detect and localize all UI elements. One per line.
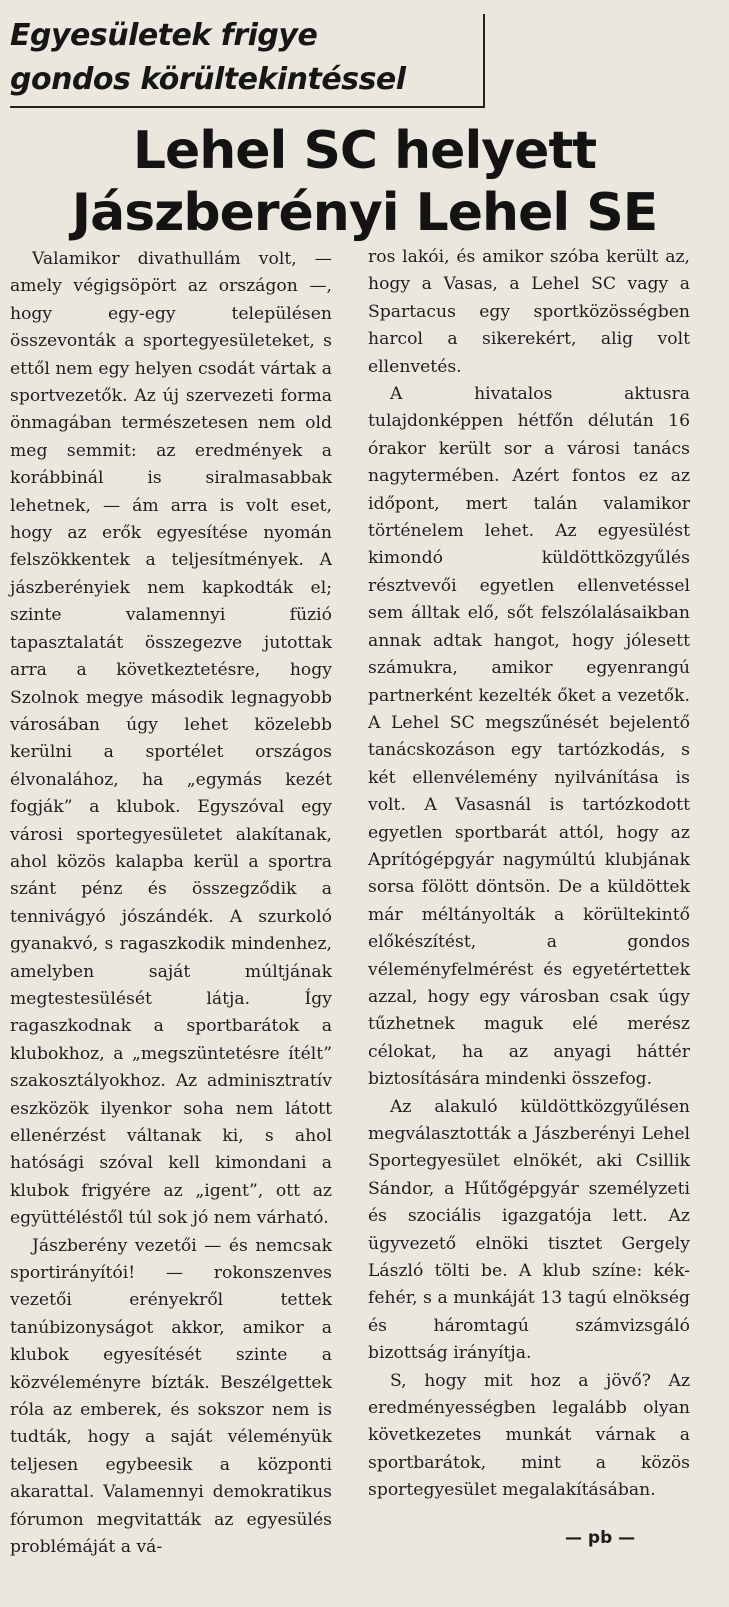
paragraph: Az alakuló küldöttközgyűlésen megválasztották a Jászberényi Lehel Sportegyesület elnökét, aki Csillik Sándor, a Hűtőgépgyár személyzeti és szociális igazgatója lett. Az ügyvezető elnöki tisztet Gergely László tölti be. A klub színe: kék-fehér, s a munkáját 13 tagú elnökség és háromtagú számvizsgáló bizottság irányítja. xyxy=(368,1096,690,1364)
paragraph: S, hogy mit hoz a jövő? Az eredményességben legalább olyan következetes munkát várnak a sportbarátok, mint a közös sportegyesület megalakításában. xyxy=(368,1370,690,1501)
paragraph: Jászberény vezetői — és nemcsak sportirányítói! — rokonszenves vezetői erényekről tettek tanúbizonyságot akkor, amikor a klubok egyesítését szinte a közvéleményre bízták. Beszélgettek róla az emberek, és sokszor nem is tudták, hogy a saját véleményük teljesen egybeesik a központi akarattal. Valamennyi demokratikus fórumon megvitatták az egyesülés problémáját a vá- xyxy=(10,1235,332,1558)
kicker-heading xyxy=(10,14,485,108)
headline xyxy=(0,120,729,244)
left-column xyxy=(10,246,332,1562)
author-signature: — pb — xyxy=(565,1528,636,1548)
kicker-line-2: gondos körültekintéssel xyxy=(10,62,406,97)
kicker-line-1: Egyesületek frigye xyxy=(10,18,318,53)
paragraph: Valamikor divathullám volt, — amely végigsöpört az országon —, hogy egy-egy településen összevonták a sportegyesületeket, s ettől nem egy helyen csodát vártak a sportvezetők. Az új szervezeti forma önmagában természetesen nem old meg semmit: az eredmények a korábbinál is siralmasabbak lehetnek, — ám arra is volt eset, hogy az erők egyesítése nyomán felszökkentek a teljesítmények. A jászberényiek nem kapkodták el; szinte valamennyi füzió tapasztalatát összegezve jutottak arra a következtetésre, hogy Szolnok megye második legnagyobb városában úgy lehet közelebb kerülni a sportélet országos élvonalához, ha „egymás kezét fogják” a klubok. Egyszóval egy városi sportegyesületet alakítanak, ahol közös kalapba kerül a sportra szánt pénz és összegződik a tennivágyó jószándék. A szurkoló gyanakvó, s ragaszkodik mindenhez, amelyben saját múltjának megtestesülését látja. Így ragaszkodnak a sportbarátok a klubokhoz, a „megszüntetésre ítélt” szakosztályokhoz. Az adminisztratív eszközök ilyenkor soha nem látott ellenérzést váltanak ki, s ahol hatósági szóval kell kimondani a klubok frigyére az „igent”, ott az együttéléstől túl sok jó nem várható. xyxy=(10,249,332,1229)
headline-line-2: Jászberényi Lehel SE xyxy=(71,183,658,243)
headline-line-1: Lehel SC helyett xyxy=(132,121,597,181)
paragraph: ros lakói, és amikor szóba került az, hogy a Vasas, a Lehel SC vagy a Spartacus egy sportközösségben harcol a sikerekért, alig volt ellenvetés. xyxy=(368,247,690,377)
paragraph: A hivatalos aktusra tulajdonképpen hétfőn délután 16 órakor került sor a városi tanács nagytermében. Azért fontos ez az időpont, mert talán valamikor történelem lehet. Az egyesülést kimondó küldöttközgyűlés résztvevői egyetlen ellenvetéssel sem álltak elő, sőt felszólalásaikban annak adtak hangot, hogy jólesett számukra, amikor egyenrangú partnerként kezelték őket a vezetők. A Lehel SC megszűnését bejelentő tanácskozáson egy tartózkodás, s két ellenvélemény nyilvánítása is volt. A Vasasnál is tartózkodott egyetlen sportbarát attól, hogy az Aprítógépgyár nagymúltú klubjának sorsa fölött döntsön. De a küldöttek már méltányolták a körültekintő előkészítést, a gondos véleményfelmérést és egyetértettek azzal, hogy egy városban csak úgy tűzhetnek maguk elé merész célokat, ha az anyagi háttér biztosítására mindenki összefog. xyxy=(368,384,690,1090)
right-column xyxy=(368,244,690,1505)
